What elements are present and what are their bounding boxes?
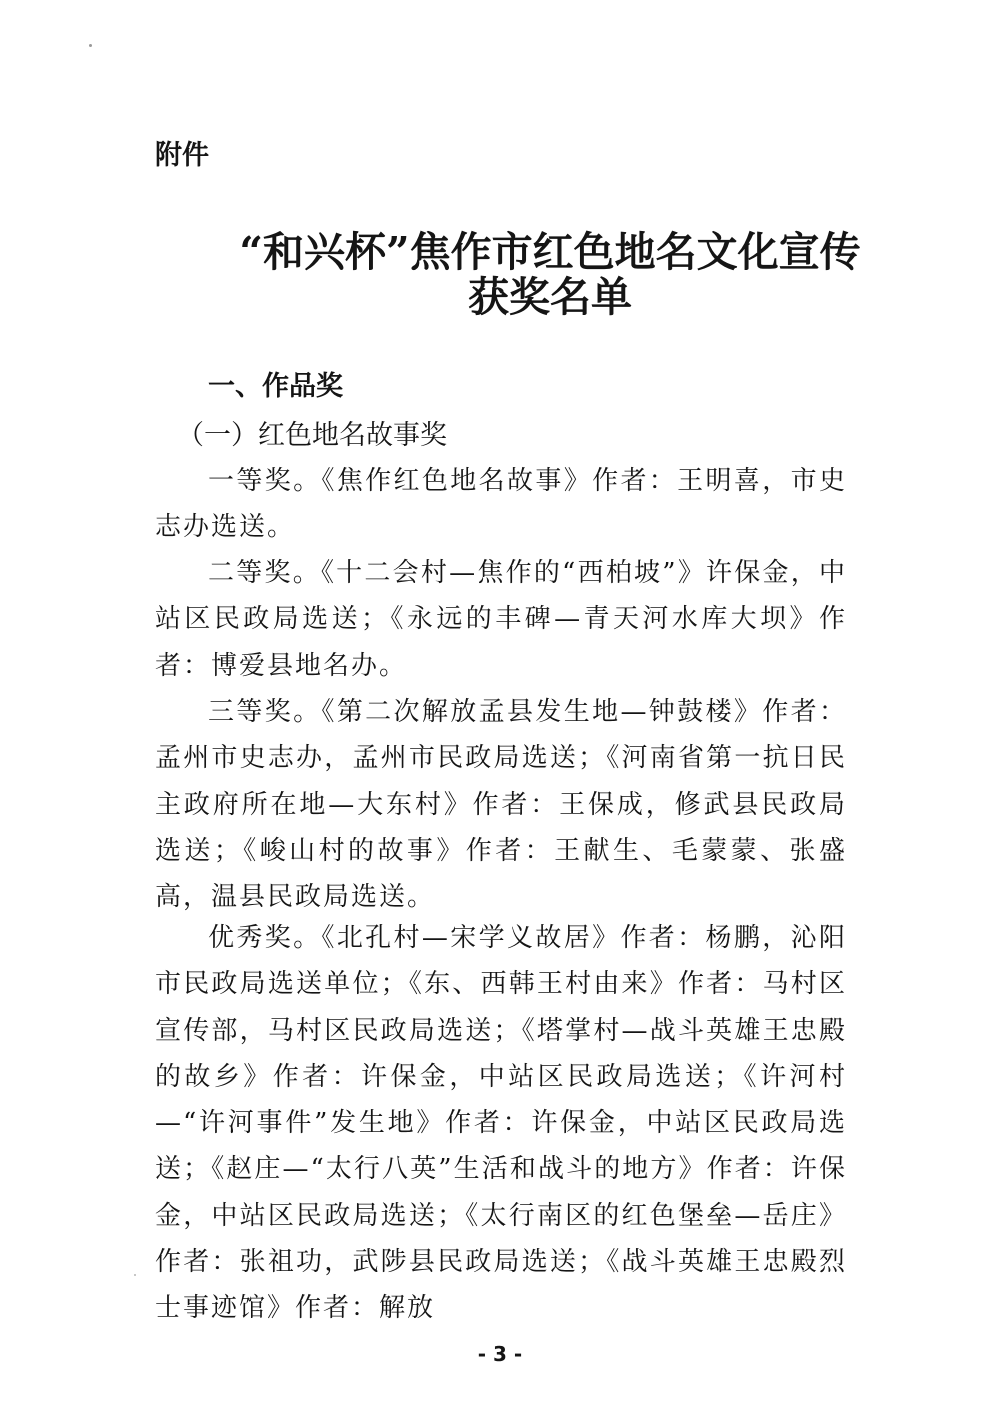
second-prize-paragraph: 二等奖。《十二会村—焦作的“西柏坡”》许保金，中站区民政局选送；《永远的丰碑—青天河水库大坝》作者：博爱县地名办。 <box>155 558 847 681</box>
scan-speck <box>134 1274 136 1276</box>
excellence-prize-paragraph: 优秀奖。《北孔村—宋学义故居》作者：杨鹏，沁阳市民政局选送单位；《东、西韩王村由来》作者：马村区宣传部，马村区民政局选送；《塔掌村—战斗英雄王忠殿的故乡》作者：许保金，中站区民政局选送；《许河村—“许河事件”发生地》作者：许保金，中站区民政局选送；《赵庄—“太行八英”生活和战斗的地方》作者：许保金，中站区民政局选送；《太行南区的红色堡垒—岳庄》作者：张祖功，武陟县民政局选送；《战斗英雄王忠殿烈士事迹馆》作者：解放 <box>155 923 847 1324</box>
third-prize-paragraph: 三等奖。《第二次解放孟县发生地—钟鼓楼》作者：孟州市史志办，孟州市民政局选送；《河南省第一抗日民主政府所在地—大东村》作者：王保成，修武县民政局选送；《峻山村的故事》作者：王献生、毛蒙蒙、张盛高，温县民政局选送。 <box>155 697 847 913</box>
subsection-heading: （一）红色地名故事奖 <box>177 420 447 451</box>
scan-speck <box>89 44 92 47</box>
page-number: - 3 - <box>477 1342 523 1366</box>
document-title-line-2: 获奖名单 <box>468 273 632 321</box>
attachment-label: 附件 <box>155 140 209 171</box>
section-heading: 一、作品奖 <box>208 371 343 402</box>
first-prize-paragraph: 一等奖。《焦作红色地名故事》作者：王明喜，市史志办选送。 <box>155 466 847 543</box>
document-title-line-1: “和兴杯”焦作市红色地名文化宣传 <box>239 228 861 276</box>
